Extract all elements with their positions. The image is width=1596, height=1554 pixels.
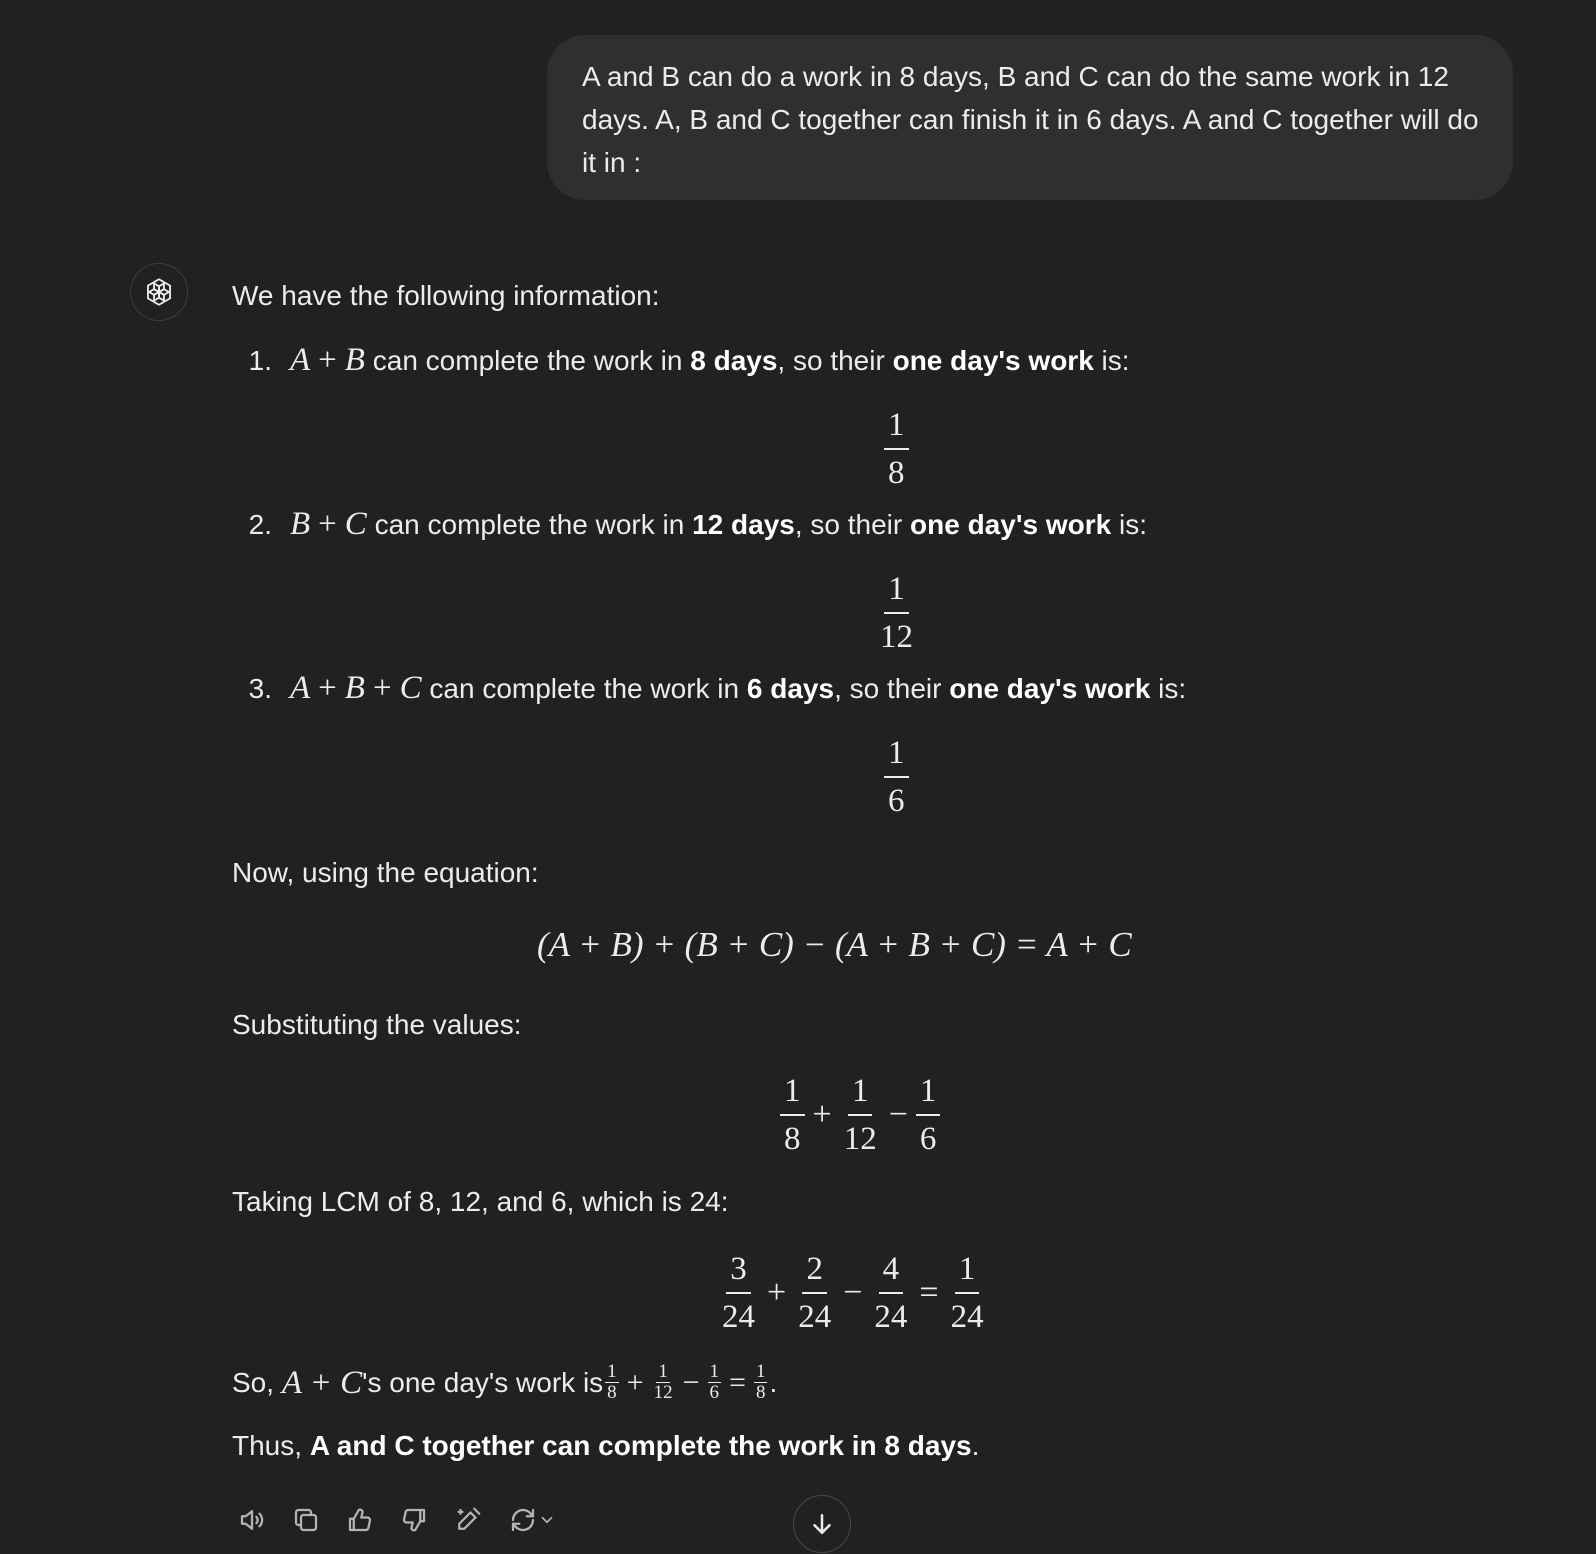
- fraction-display: $\frac{1}{8}$: [884, 404, 909, 494]
- bad-response-button[interactable]: [394, 1500, 434, 1540]
- copy-button[interactable]: [286, 1500, 326, 1540]
- thumbs-down-icon: [399, 1505, 429, 1535]
- list-number: 1.: [248, 345, 272, 376]
- conclusion-line: So, A + C 's one day's work is $\frac{1}{8}$ + $\frac{1}{12}$ − $\frac{1}{6}$ = $\frac{1}{8}$ .: [232, 1361, 778, 1403]
- math-expression: A + B + C: [290, 670, 422, 706]
- list-item: 2. B + C can complete the work in 12 days, so their one day's work is:: [232, 506, 1147, 543]
- substitution-display: $\frac{1}{8}$ + $\frac{1}{12}$ − $\frac{1}{6}$: [780, 1070, 940, 1160]
- thumbs-up-icon: [345, 1505, 375, 1535]
- fraction-display: $\frac{1}{6}$: [884, 732, 909, 822]
- read-aloud-button[interactable]: [232, 1500, 272, 1540]
- substitute-intro: Substituting the values:: [232, 1009, 522, 1040]
- message-actions-toolbar: [232, 1500, 576, 1540]
- math-expression: B + C: [290, 506, 367, 542]
- copy-icon: [291, 1505, 321, 1535]
- list-number: 3.: [248, 673, 272, 704]
- user-message-text: A and B can do a work in 8 days, B and C can do the same work in 12 days. A, B and C together can finish it in 6 days. A and C together will do it in :: [582, 61, 1479, 178]
- lcm-equation-display: $\frac{3}{24}$ + $\frac{2}{24}$ − $\frac{4}{24}$ = $\frac{1}{24}$: [718, 1248, 988, 1338]
- speaker-icon: [237, 1505, 267, 1535]
- list-number: 2.: [248, 509, 272, 540]
- regenerate-button[interactable]: [502, 1500, 562, 1540]
- arrow-down-icon: [807, 1509, 837, 1539]
- regenerate-icon: [508, 1505, 538, 1535]
- intro-text: We have the following information:: [232, 280, 660, 311]
- lcm-intro: Taking LCM of 8, 12, and 6, which is 24:: [232, 1186, 729, 1217]
- equation-intro: Now, using the equation:: [232, 857, 539, 888]
- edit-icon: [453, 1505, 483, 1535]
- edit-button[interactable]: [448, 1500, 488, 1540]
- equation-display: (A + B) + (B + C) − (A + B + C) = A + C: [537, 925, 1132, 964]
- chevron-down-icon: [538, 1511, 556, 1529]
- user-message-bubble: [547, 35, 1513, 200]
- final-answer: Thus, A and C together can complete the work in 8 days.: [232, 1430, 980, 1461]
- good-response-button[interactable]: [340, 1500, 380, 1540]
- openai-logo-icon: [142, 275, 176, 309]
- list-item: 3. A + B + C can complete the work in 6 days, so their one day's work is:: [232, 670, 1186, 707]
- scroll-to-bottom-button[interactable]: [793, 1495, 851, 1553]
- assistant-avatar: [130, 263, 188, 321]
- list-item: 1. A + B can complete the work in 8 days, so their one day's work is:: [232, 342, 1130, 379]
- math-expression: A + B: [290, 342, 365, 378]
- fraction-display: $\frac{1}{12}$: [876, 568, 917, 658]
